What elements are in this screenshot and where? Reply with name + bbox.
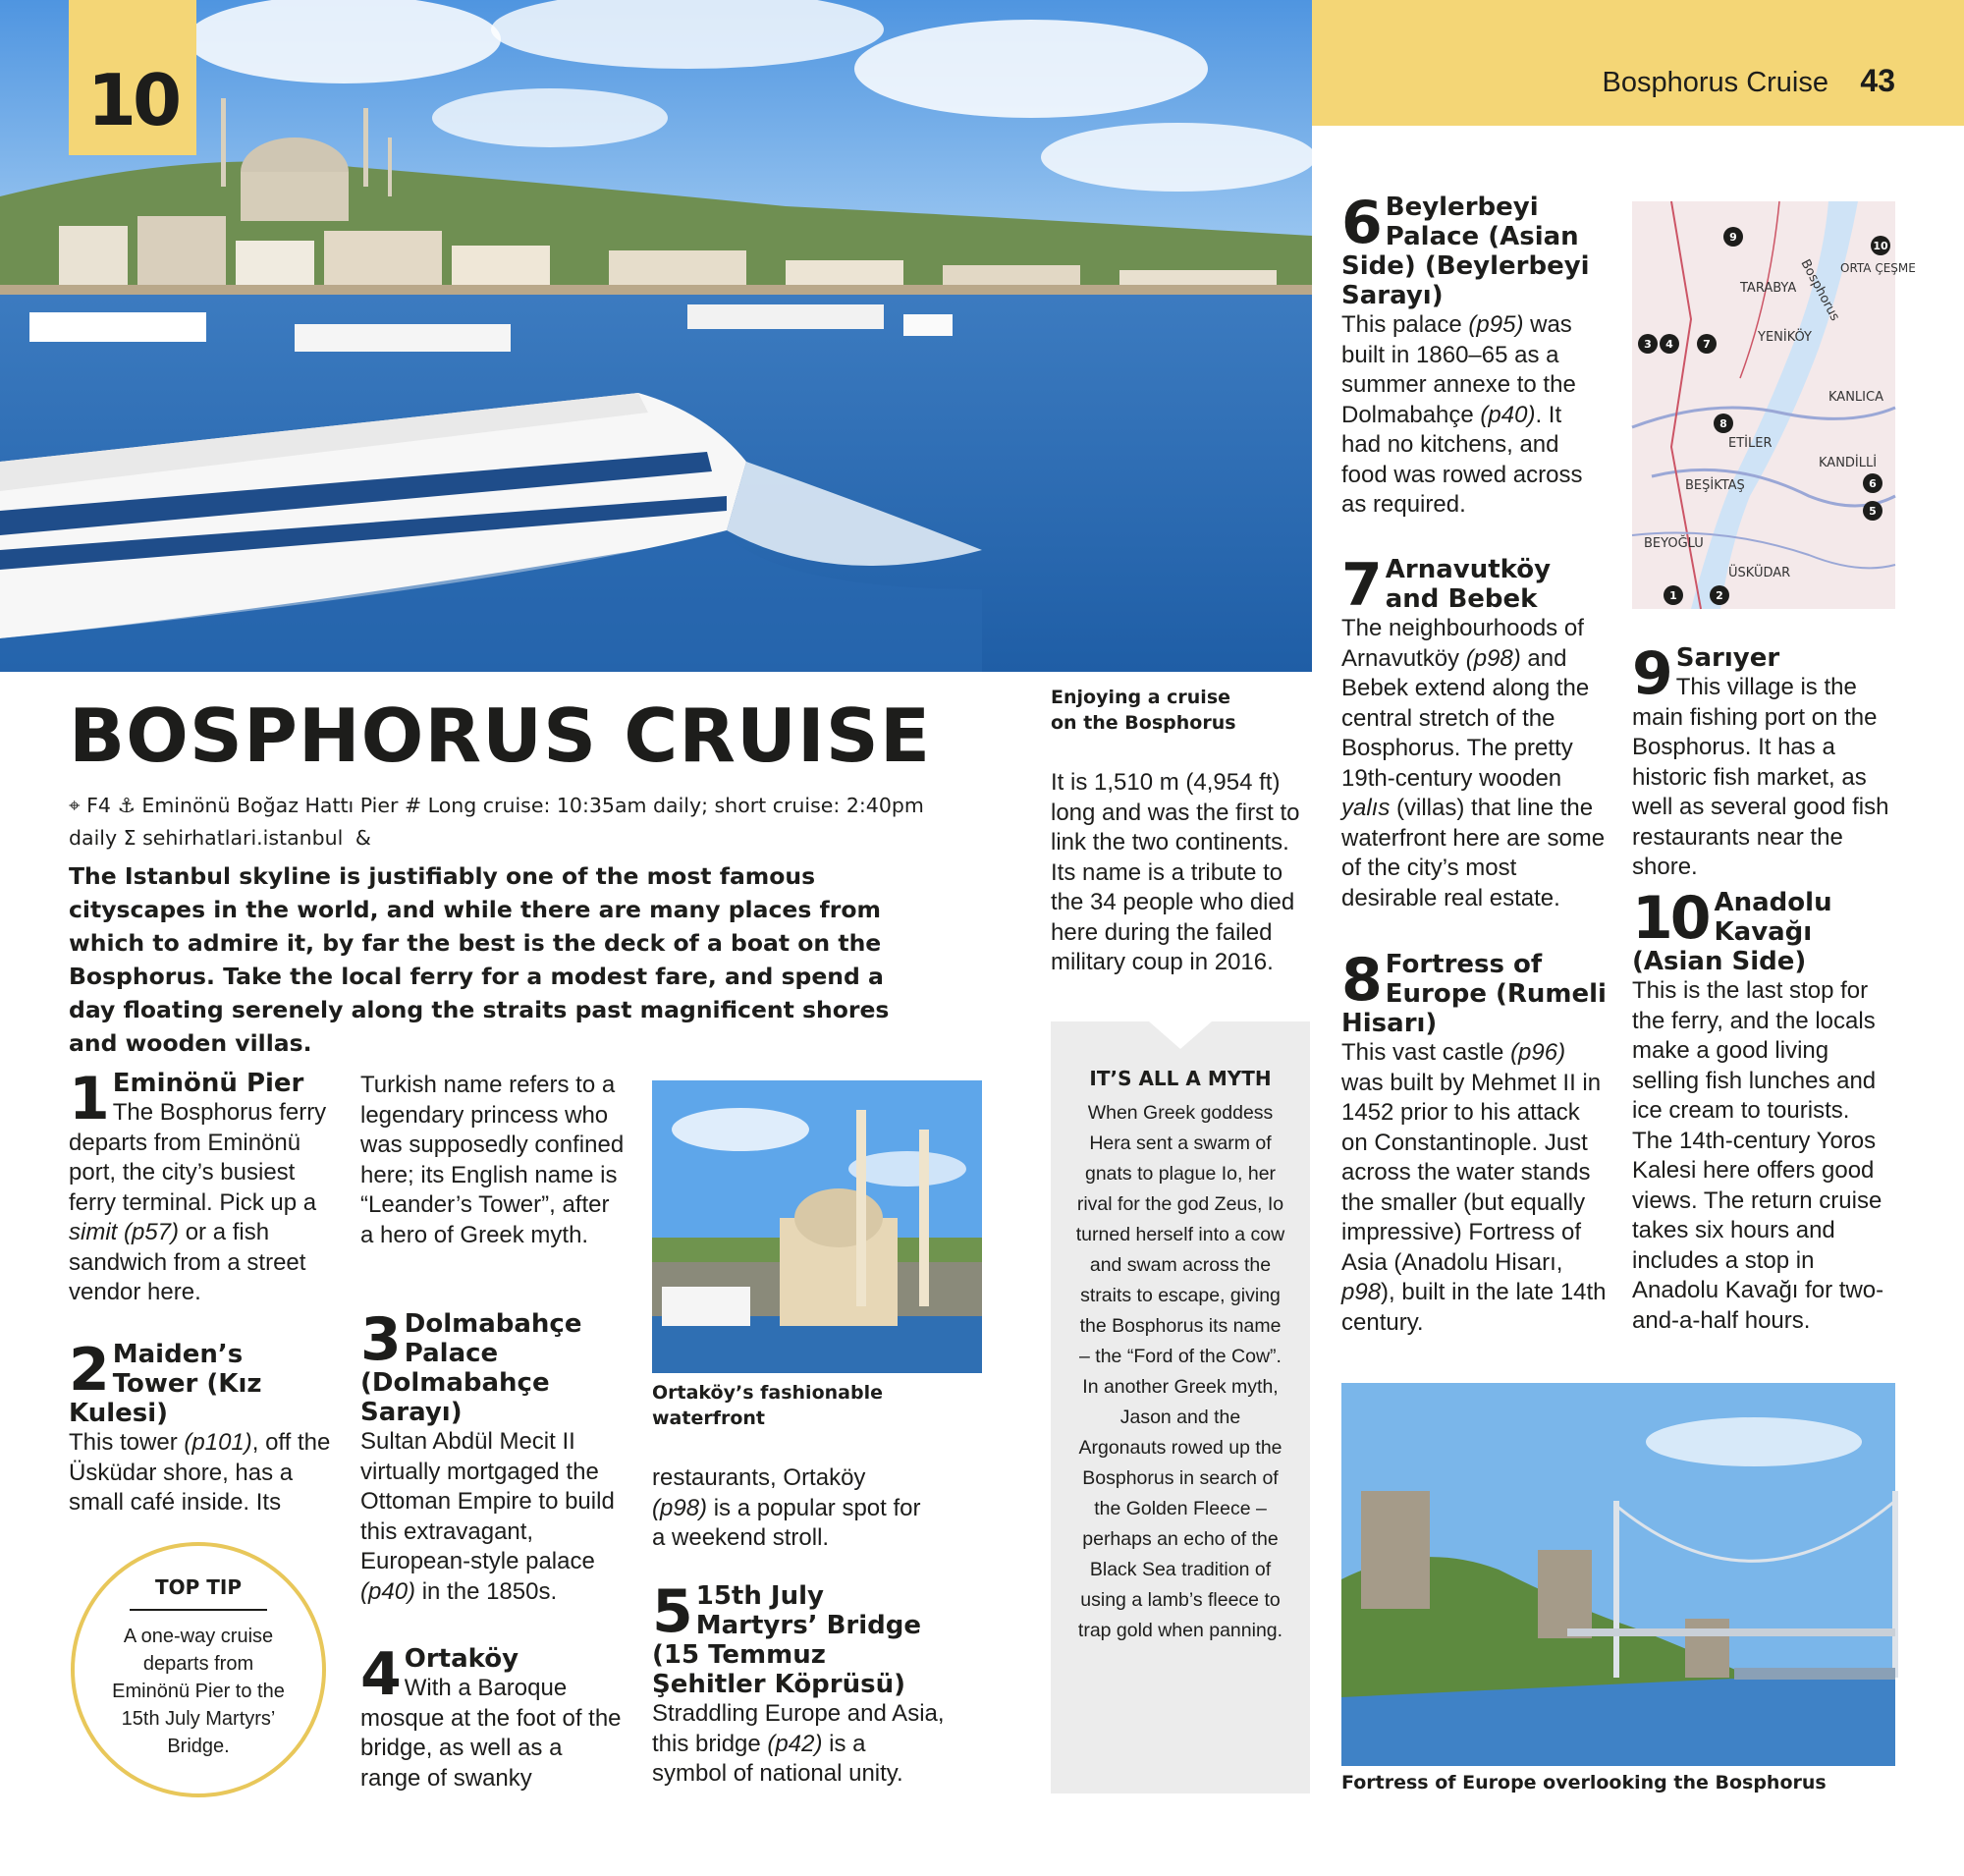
myth-box-notch <box>1051 1021 1310 1049</box>
address: Eminönü Boğaz Hattı Pier <box>141 794 399 817</box>
top-tip-heading: TOP TIP <box>154 1575 242 1599</box>
map-label-beyoglu: BEYOĞLU <box>1644 536 1704 551</box>
entry-8-number: 8 <box>1341 946 1380 1015</box>
map-marker-6: 6 <box>1869 477 1877 490</box>
locator-map <box>1632 201 1916 609</box>
running-title: Bosphorus Cruise <box>1602 67 1828 98</box>
entry-3-number: 3 <box>360 1305 399 1374</box>
pin-icon: ⚓ <box>117 794 136 817</box>
entry-9 <box>1632 639 1895 883</box>
map-label-bosphorus: Bosphorus <box>1797 256 1842 324</box>
map-label-yenikoy: YENİKÖY <box>1758 330 1812 345</box>
entry-5-number: 5 <box>652 1577 690 1646</box>
entry-4-text: With a Baroque mosque at the foot of the bridge, as well as a range of swanky <box>360 1675 622 1792</box>
entry-7-ref-b: yalıs <box>1341 795 1391 821</box>
entry-3-title: Dolmabahçe Palace (Dolmabahçe Sarayı) <box>360 1309 582 1427</box>
map-graphic <box>1632 201 1916 609</box>
entry-7 <box>1341 551 1607 913</box>
entry-1-text <box>69 1098 334 1308</box>
myth-box <box>1051 1021 1310 1793</box>
map-label-etiler: ETİLER <box>1728 436 1773 451</box>
entry-2-continued: Turkish name refers to a legendary princess who was supposedly confined here; its English name is “Leander’s Tower”, after a hero of Greek myth. <box>360 1072 625 1248</box>
entry-3-ref: (p40) <box>360 1577 416 1605</box>
entry-8-ref-a: (p96) <box>1510 1039 1566 1066</box>
entry-8-ref-b: p98 <box>1341 1279 1382 1305</box>
map-label-kandilli: KANDİLLİ <box>1819 456 1878 470</box>
fortress-photo <box>1341 1383 1895 1766</box>
entry-3-text-b: in the 1850s. <box>415 1577 558 1605</box>
entry-2-text-b: , off the Üsküdar shore, has a small café inside. Its <box>69 1429 331 1516</box>
entry-5-continued: It is 1,510 m (4,954 ft) long and was the first to link the two continents. Its name is a tribute to the 34 people who died here during the failed military coup in 2016. <box>1051 769 1300 975</box>
entry-7-ref-a: (p98) <box>1465 644 1521 672</box>
entry-6-title: Beylerbeyi Palace (Asian Side) (Beylerbeyi Sarayı) <box>1341 193 1590 310</box>
map-ref: F4 <box>86 794 111 817</box>
entry-1-title: Eminönü Pier <box>112 1069 304 1098</box>
map-label-kanlica: KANLICA <box>1828 390 1883 405</box>
entry-8-text-c: ), built in the late 14th century. <box>1341 1279 1607 1336</box>
page-title: BOSPHORUS CRUISE <box>69 692 932 779</box>
caption-ortakoy: Ortaköy’s fashionable waterfront <box>652 1382 883 1429</box>
web-icon: Σ <box>123 826 136 850</box>
entry-8-title: Fortress of Europe (Rumeli Hisarı) <box>1341 950 1607 1038</box>
entry-2-ref: (p101) <box>184 1429 252 1456</box>
entry-1-text-b: or a fish sandwich from a street vendor here. <box>69 1219 306 1305</box>
entry-4-text-d: is a popular spot for a weekend stroll. <box>652 1494 921 1551</box>
entry-6-text <box>1341 310 1607 521</box>
ortakoy-photo <box>652 1080 982 1373</box>
entry-5-text <box>652 1699 947 1790</box>
map-marker-1: 1 <box>1669 589 1677 602</box>
entry-2-text <box>69 1428 334 1518</box>
entry-2-text-a: This tower <box>69 1429 185 1456</box>
entry-7-text <box>1341 614 1607 913</box>
map-icon: ⌖ <box>69 794 81 817</box>
myth-text: When Greek goddess Hera sent a swarm of gnats to plague Io, her rival for the god Zeus, Io turned herself into a cow and swam across the straits to escape, giving the Bosphorus its name – the “Ford of the Cow”. In another Greek myth, Jason and the Argonauts rowed up the Bosphorus in search of the Golden Fleece – perhaps an echo of the Black Sea tradition of using a lamb’s fleece to trap gold when panning. <box>1075 1102 1285 1641</box>
map-marker-9: 9 <box>1729 231 1737 244</box>
clock-icon: # <box>404 794 422 817</box>
entry-8 <box>1341 946 1607 1338</box>
top-tip-text: A one-way cruise departs from Eminönü Pier to the 15th July Martyrs’ Bridge. <box>112 1626 285 1757</box>
caption-fortress: Fortress of Europe overlooking the Bosphorus <box>1341 1772 1827 1793</box>
entry-3 <box>360 1305 626 1607</box>
entry-6-text-c: . It had no kitchens, and food was rowed across as required. <box>1341 401 1583 518</box>
map-marker-5: 5 <box>1869 505 1877 518</box>
entry-1-text-a: The Bosphorus ferry departs from Eminönü port, the city’s busiest ferry terminal. Pick up a <box>69 1099 327 1216</box>
map-marker-10: 10 <box>1873 240 1888 252</box>
entry-6-ref-b: (p40) <box>1480 401 1536 428</box>
entry-4-ref: (p98) <box>652 1494 708 1521</box>
entry-6-number: 6 <box>1341 189 1380 257</box>
entry-8-text <box>1341 1038 1607 1338</box>
chapter-tab <box>69 0 196 155</box>
entry-9-text: This village is the main fishing port on the Bosphorus. It has a historic fish market, as well as several good fish restaurants near the shore. <box>1632 674 1889 880</box>
caption-top-photo: Enjoying a cruise on the Bosphorus <box>1051 687 1236 734</box>
access-icon: & <box>355 826 371 850</box>
entry-2-title: Maiden’s Tower (Kız Kulesi) <box>69 1340 262 1428</box>
practical-info <box>69 790 933 855</box>
entry-7-number: 7 <box>1341 551 1380 620</box>
entry-3-text <box>360 1427 626 1607</box>
entry-5-ref: (p42) <box>767 1730 823 1757</box>
entry-10-number: 10 <box>1632 884 1709 953</box>
running-header <box>1312 0 1964 126</box>
map-label-orta-cesme: ORTA ÇEŞME <box>1840 261 1916 275</box>
hero-photo-ferry <box>0 0 1312 672</box>
entry-4-continued <box>652 1463 927 1554</box>
entry-10-title: Anadolu Kavağı (Asian Side) <box>1632 888 1832 976</box>
page-number: 43 <box>1860 63 1895 98</box>
entry-10-text: This is the last stop for the ferry, and the locals make a good living selling fish lunches and ice cream to tourists. The 14th-century Yoros Kalesi here offers good views. The return cruise takes six hours and includes a stop in Anadolu Kavağı for two-and-a-half hours. <box>1632 977 1884 1334</box>
entry-5-text-b: is a symbol of national unity. <box>652 1730 903 1787</box>
entry-5 <box>652 1577 947 1790</box>
ferry-skyline-illustration <box>0 0 1312 672</box>
hours: Long cruise: 10:35am daily; short cruise: 2:40pm daily <box>69 794 924 850</box>
myth-heading: IT’S ALL A MYTH <box>1089 1067 1272 1090</box>
fortress-bridge-illustration <box>1341 1383 1895 1766</box>
entry-7-title: Arnavutköy and Bebek <box>1385 555 1552 614</box>
entry-10 <box>1632 884 1895 1336</box>
map-label-besiktas: BEŞİKTAŞ <box>1685 478 1745 493</box>
map-label-uskudar: ÜSKÜDAR <box>1728 566 1791 580</box>
entry-7-text-c: (villas) that line the waterfront here are some of the city’s most desirable real estate. <box>1341 795 1606 911</box>
entry-6-text-a: This palace <box>1341 311 1469 338</box>
entry-8-text-a: This vast castle <box>1341 1039 1511 1066</box>
entry-5-text-a: Straddling Europe and Asia, this bridge <box>652 1700 945 1757</box>
chapter-tab-number: 10 <box>86 59 179 141</box>
entry-6-text-b: was built in 1860–65 as a summer annexe to the Dolmabahçe <box>1341 311 1576 428</box>
top-tip-divider <box>130 1609 267 1611</box>
entry-5-title: 15th July Martyrs’ Bridge (15 Temmuz Şehitler Köprüsü) <box>652 1581 922 1699</box>
entry-9-title: Sarıyer <box>1675 643 1780 673</box>
entry-4-text-c: restaurants, Ortaköy <box>652 1464 866 1491</box>
website: sehirhatlari.istanbul <box>142 826 344 850</box>
entry-1 <box>69 1065 334 1308</box>
entry-4-title: Ortaköy <box>404 1644 519 1674</box>
entry-7-text-a: The neighbourhoods of Arnavutköy <box>1341 615 1584 672</box>
entry-4-number: 4 <box>360 1640 399 1709</box>
entry-3-text-a: Sultan Abdül Mecit II virtually mortgaged the Ottoman Empire to build this extravagant, European-style palace <box>360 1428 615 1574</box>
entry-1-ref: simit (p57) <box>69 1219 180 1245</box>
entry-6-ref-a: (p95) <box>1468 311 1524 338</box>
intro-paragraph: The Istanbul skyline is justifiably one of the most famous cityscapes in the world, and while there are many places from which to admire it, by far the best is the deck of a boat on the Bosphorus. Take the local ferry for a modest fare, and spend a day floating serenely along the straits past magnificent shores and wooden villas. <box>69 862 890 1057</box>
map-marker-3: 3 <box>1644 338 1652 351</box>
entry-2-number: 2 <box>69 1336 107 1405</box>
entry-1-number: 1 <box>69 1065 107 1133</box>
entry-7-text-b: and Bebek extend along the central stretch of the Bosphorus. The pretty 19th-century wooden <box>1341 644 1590 792</box>
top-tip <box>71 1542 326 1797</box>
map-marker-7: 7 <box>1703 338 1711 351</box>
entry-9-number: 9 <box>1632 639 1670 708</box>
entry-6 <box>1341 189 1607 521</box>
ortakoy-mosque-illustration <box>652 1080 982 1373</box>
entry-8-text-b: was built by Mehmet II in 1452 prior to his attack on Constantinople. Just across the water stands the smaller (but equally impressive) Fortress of Asia (Anadolu Hisarı, <box>1341 1069 1602 1276</box>
map-marker-8: 8 <box>1719 417 1727 430</box>
map-marker-4: 4 <box>1665 338 1673 351</box>
map-marker-2: 2 <box>1716 589 1723 602</box>
map-label-tarabya: TARABYA <box>1740 281 1797 296</box>
entry-2 <box>69 1336 334 1518</box>
entry-4 <box>360 1640 626 1793</box>
